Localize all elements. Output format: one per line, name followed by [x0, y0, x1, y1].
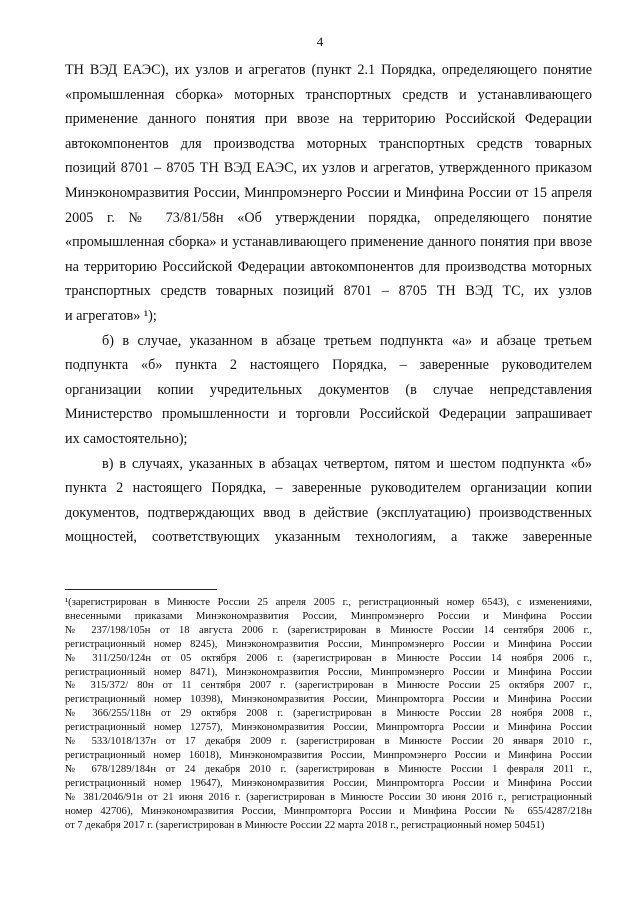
- body-line: Минэкономразвития России, Минпромэнерго России и Минфина России от 15 апреля: [65, 184, 592, 201]
- footnote-line: регистрационный номер 12757), Минэкономразвития России, Минпромторга России и Минфина России: [65, 722, 592, 734]
- footnote-line: номер 42706), Минэкономразвития России, Минпромторга России и Минфина России № 655/4287/218н: [65, 805, 592, 817]
- footnote: [65, 596, 592, 832]
- body-line: 2005 г. № 73/81/58н «Об утверждении порядка, определяющего понятие: [65, 209, 592, 226]
- page-number: 4: [316, 34, 324, 49]
- body-line: б) в случае, указанном в абзаце третьем подпункта «а» и абзаце третьем: [102, 332, 592, 349]
- footnote-line: внесенными приказами Минэкономразвития России, Минпромэнерго России и Минфина России: [65, 610, 592, 622]
- body-line: их самостоятельно);: [65, 430, 188, 447]
- body-line: подпункта «б» пункта 2 настоящего Порядка, – заверенные руководителем: [65, 357, 592, 374]
- body-line: пункта 2 настоящего Порядка, – заверенные руководителем организации копии: [65, 480, 592, 497]
- footnote-line: регистрационный номер 10398), Минэкономразвития России, Минпромторга России и Минфина России: [65, 694, 592, 706]
- body-line: автокомпонентов для производства моторных транспортных средств товарных: [65, 135, 592, 152]
- footnote-line: регистрационный номер 8245), Минэкономразвития России, Минпромэнерго России и Минфина России: [65, 638, 592, 650]
- body-line: в) в случаях, указанных в абзацах четвертом, пятом и шестом подпункта «б»: [102, 455, 592, 472]
- footnote-line: регистрационный номер 19647), Минэкономразвития России, Минпромторга России и Минфина России: [65, 777, 592, 789]
- footnote-line: № 315/372/ 80н от 11 сентября 2007 г. (зарегистрирован в Минюсте России 25 октября 2007 г.,: [65, 680, 592, 692]
- body-text: [65, 58, 592, 550]
- footnote-line: № 237/198/105н от 18 августа 2006 г. (зарегистрирован в Минюсте России 14 сентября 2006 г.,: [65, 624, 592, 636]
- footnote-line: № 311/250/124н от 05 октября 2006 г. (зарегистрирован в Минюсте России 14 ноября 2006 г.,: [65, 652, 592, 664]
- body-line: «промышленная сборка» и устанавливающего применение данного понятия при ввозе: [65, 234, 592, 251]
- body-line: Министерство промышленности и торговли Российской Федерации запрашивает: [65, 406, 592, 423]
- footnote-line: регистрационный номер 8471), Минэкономразвития России, Минпромэнерго России и Минфина России: [65, 666, 592, 678]
- body-line: организации копии учредительных документов (в случае непредставления: [65, 381, 592, 398]
- body-line: применение данного понятия при ввозе на территорию Российской Федерации: [65, 111, 592, 128]
- body-line: транспортных средств товарных позиций 8701 – 8705 ТН ВЭД ТС, их узлов: [65, 283, 592, 300]
- body-line: «промышленная сборка» моторных транспортных средств и устанавливающего: [65, 86, 592, 103]
- body-line: и агрегатов» ¹);: [65, 307, 157, 324]
- footnote-line: от 7 декабря 2017 г. (зарегистрирован в Минюсте России 22 марта 2018 г., регистрационный номер 50451): [65, 819, 545, 831]
- body-line: документов, подтверждающих ввод в действие (эксплуатацию) производственных: [65, 504, 592, 521]
- body-line: позиций 8701 – 8705 ТН ВЭД ЕАЭС, их узлов и агрегатов, утвержденного приказом: [65, 160, 592, 177]
- footnote-line: регистрационный номер 16018), Минэкономразвития России, Минпромэнерго России и Минфина России: [65, 749, 592, 761]
- body-line: мощностей, соответствующих указанным технологиям, а также заверенные: [65, 529, 592, 546]
- footnote-line: № 366/255/118н от 29 октября 2008 г. (зарегистрирован в Минюсте России 28 ноября 2008 г.,: [65, 708, 592, 720]
- body-line: ТН ВЭД ЕАЭС), их узлов и агрегатов (пункт 2.1 Порядка, определяющего понятие: [65, 62, 592, 78]
- footnote-line: № 678/1289/184н от 24 декабря 2010 г. (зарегистрирован в Минюсте России 1 февраля 2011 г.,: [65, 763, 592, 775]
- body-line: на территорию Российской Федерации автокомпонентов для производства моторных: [65, 258, 592, 275]
- footnote-line: № 381/2046/91н от 21 июня 2016 г. (зарегистрирован в Минюсте России 30 июня 2016 г., регистрационный: [65, 791, 592, 803]
- footnote-line: ¹(зарегистрирован в Минюсте России 25 апреля 2005 г., регистрационный номер 6543), с изменениями,: [65, 597, 592, 608]
- footnote-separator: [65, 589, 217, 590]
- footnote-line: № 533/1018/137н от 17 декабря 2009 г. (зарегистрирован в Минюсте России 20 января 2010 г.,: [65, 736, 592, 748]
